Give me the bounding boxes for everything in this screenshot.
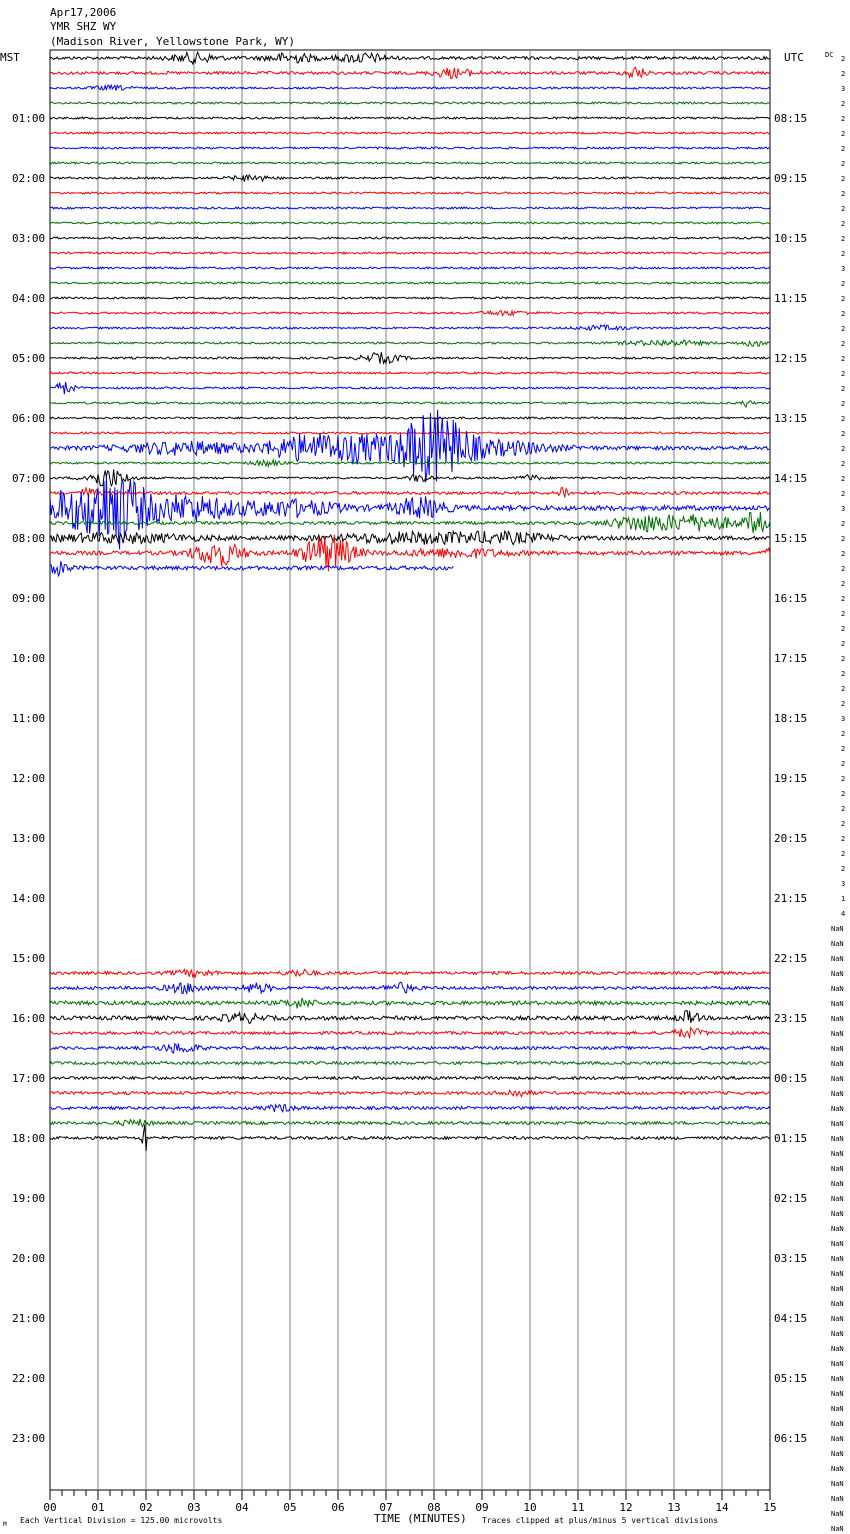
header-date: Apr17,2006 — [50, 6, 117, 19]
trace-2 — [50, 85, 770, 91]
dc-value: 2 — [841, 310, 846, 318]
dc-value: 2 — [841, 415, 846, 423]
utc-hour-label: 02:15 — [774, 1192, 808, 1205]
dc-value: 2 — [841, 235, 846, 243]
trace-9 — [50, 192, 770, 194]
dc-value: NaN — [831, 1435, 844, 1443]
x-tick-label: 14 — [715, 1501, 729, 1514]
dc-value: 1 — [841, 895, 846, 903]
dc-value: NaN — [831, 1465, 844, 1473]
trace-26 — [50, 410, 770, 483]
utc-hour-label: 16:15 — [774, 592, 808, 605]
dc-value: 2 — [841, 565, 846, 573]
dc-value: 2 — [841, 805, 846, 813]
trace-34 — [50, 561, 453, 576]
utc-hour-label: 08:15 — [774, 112, 808, 125]
trace-21 — [50, 372, 770, 374]
mst-hour-label: 20:00 — [12, 1252, 46, 1265]
trace-1 — [50, 67, 770, 78]
utc-hour-label: 06:15 — [774, 1432, 808, 1445]
trace-4 — [50, 117, 770, 119]
trace-19 — [50, 340, 770, 346]
trace-16 — [50, 297, 770, 299]
dc-value: NaN — [831, 1480, 844, 1488]
trace-10 — [50, 207, 770, 209]
dc-value: 2 — [841, 835, 846, 843]
dc-value: NaN — [831, 1075, 844, 1083]
dc-value: NaN — [831, 1270, 844, 1278]
dc-value: NaN — [831, 985, 844, 993]
utc-hour-label: 04:15 — [774, 1312, 808, 1325]
utc-hour-label: 15:15 — [774, 532, 808, 545]
x-tick-label: 11 — [571, 1501, 585, 1514]
trace-71 — [50, 1119, 770, 1127]
dc-value: 2 — [841, 790, 846, 798]
trace-70 — [50, 1105, 770, 1112]
x-tick-label: 12 — [619, 1501, 633, 1514]
utc-hour-label: 00:15 — [774, 1072, 808, 1085]
trace-67 — [50, 1062, 770, 1065]
dc-value: 2 — [841, 865, 846, 873]
dc-value: NaN — [831, 1165, 844, 1173]
dc-value: NaN — [831, 1210, 844, 1218]
dc-value: 2 — [841, 355, 846, 363]
utc-hour-label: 14:15 — [774, 472, 808, 485]
mst-hour-label: 18:00 — [12, 1132, 46, 1145]
dc-label: DC — [825, 51, 834, 59]
trace-23 — [50, 401, 770, 407]
dc-value: NaN — [831, 1510, 844, 1518]
header-station: YMR SHZ WY — [50, 20, 117, 33]
utc-hour-label: 10:15 — [774, 232, 808, 245]
utc-hour-label: 01:15 — [774, 1132, 808, 1145]
dc-value: 2 — [841, 295, 846, 303]
dc-value: 3 — [841, 715, 846, 723]
trace-5 — [50, 132, 770, 134]
trace-17 — [50, 311, 770, 316]
trace-8 — [50, 175, 770, 182]
dc-value: 2 — [841, 775, 846, 783]
dc-value: NaN — [831, 1450, 844, 1458]
dc-value: 2 — [841, 160, 846, 168]
mst-hour-label: 21:00 — [12, 1312, 46, 1325]
trace-69 — [50, 1090, 770, 1096]
dc-value: NaN — [831, 1030, 844, 1038]
dc-value: 2 — [841, 100, 846, 108]
dc-value: 2 — [841, 115, 846, 123]
mst-hour-label: 08:00 — [12, 532, 46, 545]
utc-hour-label: 18:15 — [774, 712, 808, 725]
utc-hour-label: 13:15 — [774, 412, 808, 425]
trace-20 — [50, 352, 770, 364]
dc-value: 3 — [841, 505, 846, 513]
trace-15 — [50, 282, 770, 284]
dc-value: NaN — [831, 1045, 844, 1053]
dc-value: 2 — [841, 280, 846, 288]
mst-hour-label: 16:00 — [12, 1012, 46, 1025]
dc-value: 2 — [841, 325, 846, 333]
x-tick-label: 01 — [91, 1501, 105, 1514]
dc-value: NaN — [831, 1060, 844, 1068]
mst-hour-label: 09:00 — [12, 592, 46, 605]
dc-value: NaN — [831, 1300, 844, 1308]
utc-hour-label: 20:15 — [774, 832, 808, 845]
trace-61 — [50, 969, 770, 977]
dc-value: NaN — [831, 1150, 844, 1158]
dc-value: 2 — [841, 70, 846, 78]
dc-value: 2 — [841, 655, 846, 663]
dc-value: NaN — [831, 1495, 844, 1503]
dc-value: NaN — [831, 1120, 844, 1128]
dc-value: 2 — [841, 340, 846, 348]
dc-value: 2 — [841, 850, 846, 858]
utc-hour-label: 05:15 — [774, 1372, 808, 1385]
trace-25 — [50, 432, 770, 434]
dc-value: 2 — [841, 625, 846, 633]
scale-note: Each Vertical Division = 125.00 microvolts — [20, 1516, 223, 1525]
mst-hour-label: 05:00 — [12, 352, 46, 365]
dc-value: 2 — [841, 475, 846, 483]
trace-28 — [50, 469, 770, 486]
trace-11 — [50, 222, 770, 224]
dc-value: 2 — [841, 700, 846, 708]
dc-value: NaN — [831, 1105, 844, 1113]
dc-value: 2 — [841, 460, 846, 468]
x-tick-label: 05 — [283, 1501, 297, 1514]
dc-value: NaN — [831, 1195, 844, 1203]
utc-hour-label: 09:15 — [774, 172, 808, 185]
dc-value: 2 — [841, 250, 846, 258]
dc-value: 2 — [841, 220, 846, 228]
mst-hour-label: 13:00 — [12, 832, 46, 845]
dc-value: 2 — [841, 640, 846, 648]
seismogram-traces — [50, 52, 770, 1151]
dc-value: 2 — [841, 205, 846, 213]
trace-66 — [50, 1043, 770, 1053]
dc-value: 2 — [841, 685, 846, 693]
utc-hour-label: 21:15 — [774, 892, 808, 905]
left-axis-label: MST — [0, 51, 20, 64]
x-tick-label: 10 — [523, 1501, 537, 1514]
mst-hour-label: 22:00 — [12, 1372, 46, 1385]
dc-value: 2 — [841, 745, 846, 753]
trace-32 — [50, 531, 770, 545]
trace-18 — [50, 325, 770, 330]
trace-13 — [50, 252, 770, 254]
dc-offset-labels — [831, 55, 845, 1534]
dc-value: NaN — [831, 1360, 844, 1368]
dc-value: 4 — [841, 910, 846, 918]
trace-3 — [50, 102, 770, 104]
x-axis-label: TIME (MINUTES) — [374, 1512, 467, 1525]
mst-hour-label: 12:00 — [12, 772, 46, 785]
dc-value: NaN — [831, 1375, 844, 1383]
utc-hour-label: 12:15 — [774, 352, 808, 365]
dc-value: 2 — [841, 385, 846, 393]
mst-hour-label: 11:00 — [12, 712, 46, 725]
dc-value: NaN — [831, 1330, 844, 1338]
dc-value: 2 — [841, 190, 846, 198]
dc-value: 2 — [841, 430, 846, 438]
dc-value: 2 — [841, 610, 846, 618]
time-axis — [43, 1490, 776, 1514]
trace-14 — [50, 267, 770, 269]
x-tick-label: 09 — [475, 1501, 489, 1514]
dc-value: 2 — [841, 145, 846, 153]
mst-hour-label: 23:00 — [12, 1432, 46, 1445]
dc-value: 2 — [841, 730, 846, 738]
dc-value: 3 — [841, 880, 846, 888]
utc-hour-label: 17:15 — [774, 652, 808, 665]
dc-value: NaN — [831, 1345, 844, 1353]
utc-hour-label: 11:15 — [774, 292, 808, 305]
trace-65 — [50, 1028, 770, 1039]
corner-mark: M — [3, 1521, 7, 1528]
time-gridlines — [50, 50, 770, 1490]
trace-68 — [50, 1077, 770, 1080]
trace-24 — [50, 417, 770, 419]
dc-value: NaN — [831, 1420, 844, 1428]
x-tick-label: 06 — [331, 1501, 345, 1514]
dc-value: NaN — [831, 1255, 844, 1263]
dc-value: 2 — [841, 760, 846, 768]
x-tick-label: 03 — [187, 1501, 201, 1514]
mst-hour-label: 03:00 — [12, 232, 46, 245]
utc-hour-label: 03:15 — [774, 1252, 808, 1265]
mst-hour-label: 17:00 — [12, 1072, 46, 1085]
mst-hour-label: 04:00 — [12, 292, 46, 305]
trace-0 — [50, 52, 770, 64]
dc-value: NaN — [831, 1180, 844, 1188]
x-tick-label: 07 — [379, 1501, 393, 1514]
dc-value: NaN — [831, 970, 844, 978]
trace-64 — [50, 1011, 770, 1024]
dc-value: 2 — [841, 820, 846, 828]
dc-value: 2 — [841, 445, 846, 453]
dc-value: 3 — [841, 85, 846, 93]
x-tick-label: 15 — [763, 1501, 777, 1514]
dc-value: 2 — [841, 490, 846, 498]
trace-6 — [50, 147, 770, 149]
trace-29 — [50, 487, 770, 497]
dc-value: NaN — [831, 1390, 844, 1398]
dc-value: NaN — [831, 925, 844, 933]
dc-value: NaN — [831, 1405, 844, 1413]
dc-value: 2 — [841, 55, 846, 63]
dc-value: 3 — [841, 265, 846, 273]
dc-value: NaN — [831, 955, 844, 963]
trace-63 — [50, 998, 770, 1009]
dc-value: 2 — [841, 130, 846, 138]
x-tick-label: 00 — [43, 1501, 57, 1514]
dc-value: NaN — [831, 940, 844, 948]
mst-hour-label: 19:00 — [12, 1192, 46, 1205]
dc-value: 2 — [841, 550, 846, 558]
dc-value: NaN — [831, 1225, 844, 1233]
trace-7 — [50, 162, 770, 164]
trace-22 — [50, 382, 770, 394]
mst-hour-label: 15:00 — [12, 952, 46, 965]
dc-value: NaN — [831, 1240, 844, 1248]
trace-72 — [50, 1125, 770, 1152]
trace-12 — [50, 237, 770, 239]
dc-value: 2 — [841, 595, 846, 603]
utc-hour-label: 23:15 — [774, 1012, 808, 1025]
dc-value: NaN — [831, 1135, 844, 1143]
mst-hour-label: 07:00 — [12, 472, 46, 485]
dc-value: 2 — [841, 175, 846, 183]
dc-value: NaN — [831, 1315, 844, 1323]
x-tick-label: 02 — [139, 1501, 153, 1514]
dc-value: 2 — [841, 580, 846, 588]
dc-value: NaN — [831, 1090, 844, 1098]
mst-hour-label: 14:00 — [12, 892, 46, 905]
plot-frame — [50, 50, 770, 1490]
utc-hour-label: 22:15 — [774, 952, 808, 965]
dc-value: 2 — [841, 370, 846, 378]
dc-value: 2 — [841, 400, 846, 408]
trace-31 — [50, 512, 770, 533]
dc-value: NaN — [831, 1000, 844, 1008]
utc-hour-label: 19:15 — [774, 772, 808, 785]
x-tick-label: 04 — [235, 1501, 249, 1514]
x-tick-label: 13 — [667, 1501, 681, 1514]
header-location: (Madison River, Yellowstone Park, WY) — [50, 35, 296, 48]
clip-note: Traces clipped at plus/minus 5 vertical divisions — [482, 1516, 719, 1525]
right-axis-label: UTC — [784, 51, 804, 64]
dc-value: NaN — [831, 1015, 844, 1023]
mst-hour-label: 02:00 — [12, 172, 46, 185]
x-tick-label: 08 — [427, 1501, 441, 1514]
dc-value: 2 — [841, 520, 846, 528]
trace-62 — [50, 982, 770, 994]
dc-value: NaN — [831, 1285, 844, 1293]
dc-value: NaN — [831, 1525, 844, 1533]
mst-hour-label: 06:00 — [12, 412, 46, 425]
mst-hour-label: 10:00 — [12, 652, 46, 665]
dc-value: 2 — [841, 670, 846, 678]
mst-hour-label: 01:00 — [12, 112, 46, 125]
dc-value: 2 — [841, 535, 846, 543]
